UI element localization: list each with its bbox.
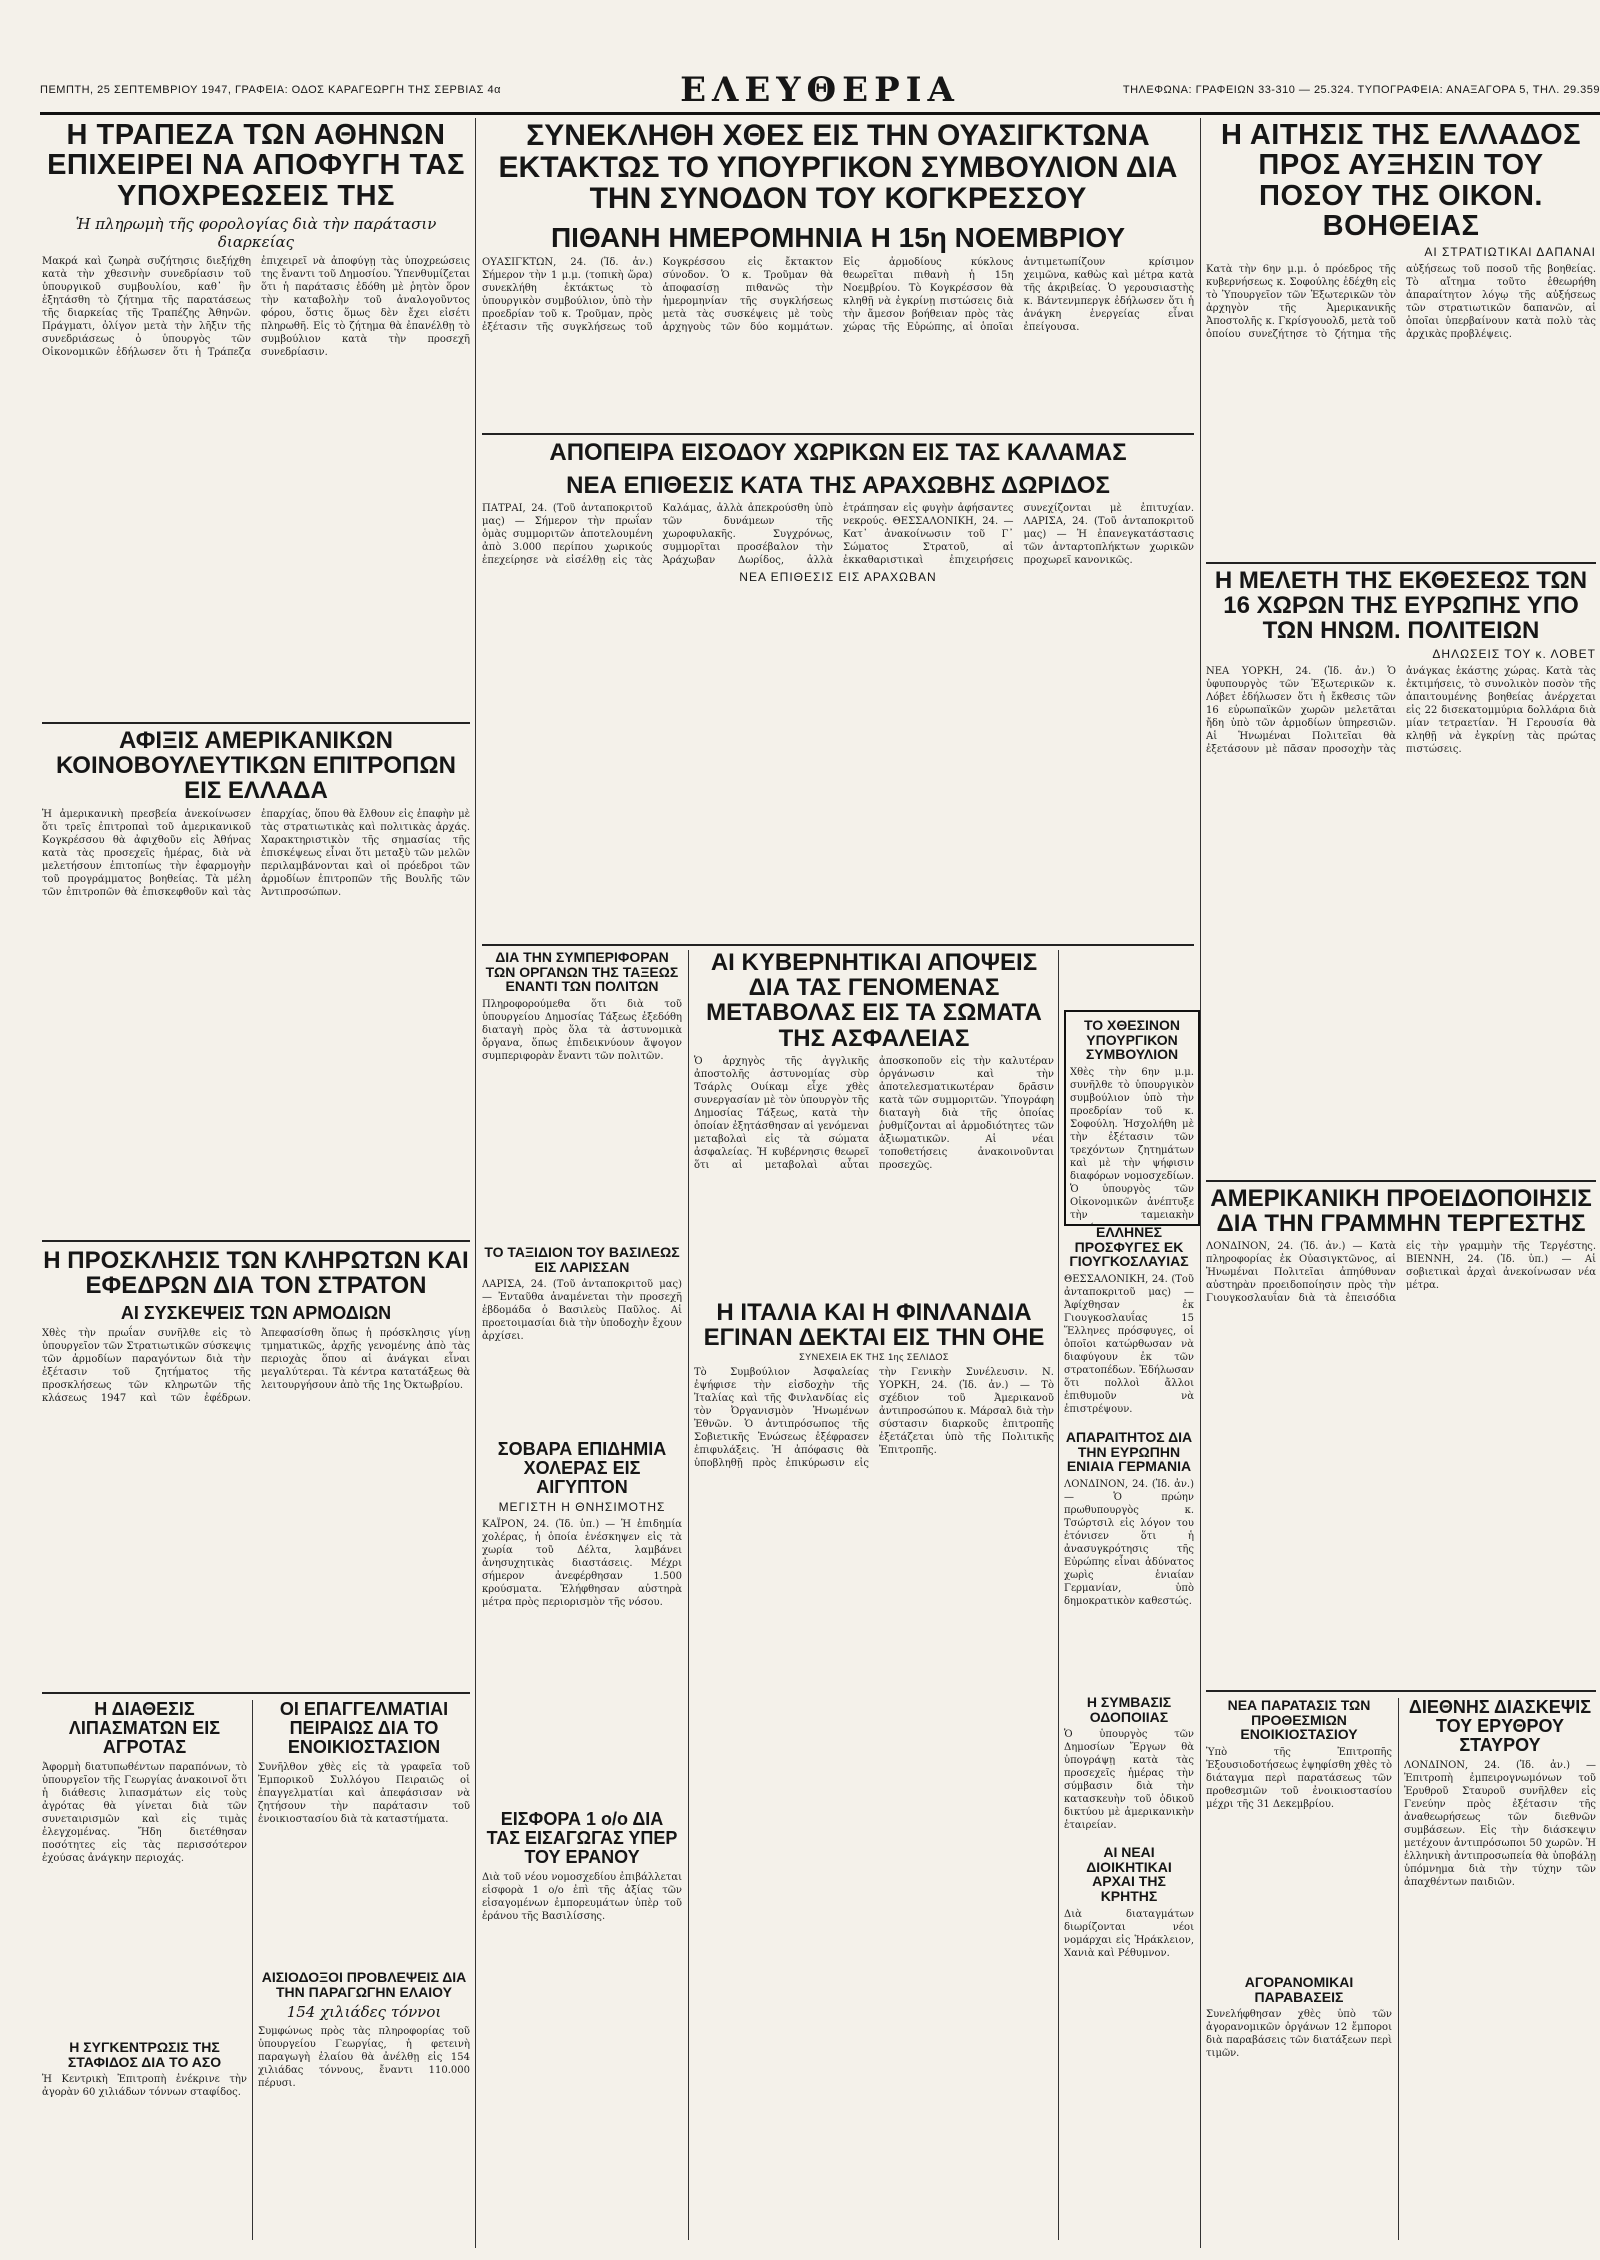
article-body: ΛΟΝΔΙΝΟΝ, 24. (Ἰδ. ἀν.) — Ὁ πρώην πρωθυπουργὸς κ. Τσώρτσιλ εἰς λόγον του ἐτόνισεν ὅτι ἡ ἀνασυγκρότησις τῆς Εὐρώπης εἶναι ἀδύνατος χωρὶς ἑνιαίαν Γερμανίαν, ὑπὸ δημοκρατικὸν καθεστώς. (1064, 1479, 1194, 1608)
article-contribution (482, 1810, 682, 2240)
article-body: ΛΟΝΔΙΝΟΝ, 24. (Ἰδ. ἀν.) — Κατὰ πληροφορίας ἐκ Οὐασιγκτῶνος, αἱ Ἡνωμέναι Πολιτεῖαι ἀπηύθυναν αὐστηρὰν προειδοποίησιν πρὸς τὴν Γιουγκοσλαυΐαν διὰ τὰ ἐπεισόδια εἰς τὴν γραμμὴν τῆς Τεργέστης. ΒΙΕΝΝΗ, 24. (Ἰδ. ὑπ.) — Αἱ σοβιετικαὶ ἀρχαὶ ἀνεκοίνωσαν νέα μέτρα. (1206, 1241, 1596, 1305)
inline-heading: ΝΕΑ ΕΠΙΘΕΣΙΣ ΕΙΣ ΑΡΑΧΩΒΑΝ (739, 570, 937, 585)
column-divider (688, 950, 689, 2240)
section-rule (1206, 1690, 1596, 1692)
column-divider (1058, 950, 1059, 2240)
article-body: Ἡ ἀμερικανικὴ πρεσβεία ἀνεκοίνωσεν ὅτι τρεῖς ἐπιτροπαὶ τοῦ ἀμερικανικοῦ Κογκρέσσου θὰ ἀφιχθοῦν εἰς Ἀθήνας κατὰ τὰς προσεχεῖς ἡμέρας, διὰ νὰ μελετήσουν ἐπιτοπίως τὴν ἐφαρμογὴν τοῦ προγράμματος βοηθείας. Τὰ μέλη τῶν ἐπιτροπῶν θὰ ἐπισκεφθοῦν καὶ τὰς ἐπαρχίας, ὅπου θὰ ἔλθουν εἰς ἐπαφὴν μὲ τὰς στρατιωτικὰς καὶ πολιτικὰς ἀρχάς. Χαρακτηριστικὸν τῆς σημασίας τῆς ἐπισκέψεως εἶναι ὅτι μεταξὺ τῶν μελῶν περιλαμβάνονται καὶ οἱ πρόεδροι τῶν ἀρμοδίων ἐπιτροπῶν τῆς Βουλῆς τῶν Ἀντιπροσώπων. (42, 808, 470, 898)
article-body: Πληροφορούμεθα ὅτι διὰ τοῦ ὑπουργείου Δημοσίας Τάξεως ἐξεδόθη διαταγὴ πρὸς ὅλα τὰ ἀστυνομικὰ ὄργανα, ὅπως ἐπιδεικνύουν ἄψογον συμπεριφορὰν ἔναντι τῶν πολιτῶν. (482, 999, 682, 1063)
article-body: ΠΑΤΡΑΙ, 24. (Τοῦ ἀνταποκριτοῦ μας) — Σήμερον τὴν πρωΐαν ὁμὰς συμμοριτῶν ἀποτελουμένη ἀπὸ 3.000 περίπου χωρικούς ἐπεχείρησε νὰ εἰσέλθῃ εἰς τὰς Καλάμας, ἀλλὰ ἀπεκρούσθη ὑπὸ τῶν δυνάμεων τῆς χωροφυλακῆς. Συγχρόνως, συμμορῖται προσέβαλον τὴν Ἀράχωβαν Δωρίδος, ἀλλὰ ἐτράπησαν εἰς φυγὴν ἀφήσαντες νεκρούς. ΘΕΣΣΑΛΟΝΙΚΗ, 24. — Κατ᾽ ἀνακοίνωσιν τοῦ Γ᾽ Σώματος Στρατοῦ, αἱ ἐκκαθαριστικαὶ ἐπιχειρήσεις συνεχίζονται μὲ ἐπιτυχίαν. ΛΑΡΙΣΑ, 24. (Τοῦ ἀνταποκριτοῦ μας) — Ἡ ἐπανεγκατάστασις τῶν ἀνταρτοπλήκτων χωρικῶν προχωρεῖ κανονικῶς. (482, 503, 1194, 567)
headline: Η ΙΤΑΛΙΑ ΚΑΙ Η ΦΙΝΛΑΝΔΙΑ ΕΓΙΝΑΝ ΔΕΚΤΑΙ ΕΙΣ ΤΗΝ ΟΗΕ (703, 1300, 1045, 1352)
headline: ΝΕΑ ΠΑΡΑΤΑΣΙΣ ΤΩΝ ΠΡΟΘΕΣΜΙΩΝ ΕΝΟΙΚΙΟΣΤΑΣΙΟΥ (1227, 1698, 1371, 1743)
article-congress-committees (42, 728, 470, 1238)
article-body: ΛΑΡΙΣΑ, 24. (Τοῦ ἀνταποκριτοῦ μας) — Ἐνταῦθα ἀναμένεται τὴν προσεχῆ ἑβδομάδα ὁ Βασιλεὺς Παῦλος. Αἱ προετοιμασίαι διὰ τὴν ὑποδοχὴν ἔχουν ἀρχίσει. (482, 1279, 682, 1343)
section-rule (482, 433, 1194, 435)
headline: Η ΔΙΑΘΕΣΙΣ ΛΙΠΑΣΜΑΤΩΝ ΕΙΣ ΑΓΡΟΤΑΣ (68, 1700, 221, 1757)
headline: Η ΜΕΛΕΤΗ ΤΗΣ ΕΚΘΕΣΕΩΣ ΤΩΝ 16 ΧΩΡΩΝ ΤΗΣ ΕΥΡΩΠΗΣ ΥΠΟ ΤΩΝ ΗΝΩΜ. ΠΟΛΙΤΕΙΩΝ (1214, 568, 1588, 645)
article-conscripts (42, 1248, 470, 1688)
headline: ΤΟ ΤΑΞΙΔΙΟΝ ΤΟΥ ΒΑΣΙΛΕΩΣ ΕΙΣ ΛΑΡΙΣΣΑΝ (484, 1245, 680, 1275)
article-italy-finland (694, 1300, 1054, 2240)
article-king-tour (482, 1245, 682, 1435)
headline: Η ΠΡΟΣΚΛΗΣΙΣ ΤΩΝ ΚΛΗΡΩΤΩΝ ΚΑΙ ΕΦΕΔΡΩΝ ΔΙΑ ΤΟΝ ΣΤΡΑΤΟΝ (43, 1248, 469, 1300)
article-crete (1064, 1845, 1194, 2240)
headline: Η ΑΙΤΗΣΙΣ ΤΗΣ ΕΛΛΑΔΟΣ ΠΡΟΣ ΑΥΞΗΣΙΝ ΤΟΥ ΠΟΣΟΥ ΤΗΣ ΟΙΚΟΝ. ΒΟΗΘΕΙΑΣ (1220, 120, 1582, 243)
article-road (1064, 1695, 1194, 1840)
deck: ΑΙ ΣΥΣΚΕΨΕΙΣ ΤΩΝ ΑΡΜΟΔΙΩΝ (120, 1303, 392, 1324)
subheadline: 154 χιλιάδες τόννοι (286, 2003, 442, 2022)
newspaper-title: ΕΛΕΥΘΕΡΙΑ (680, 70, 960, 110)
article-sultana (42, 2040, 247, 2240)
headline: ΑΠΟΠΕΙΡΑ ΕΙΣΟΔΟΥ ΧΩΡΙΚΩΝ ΕΙΣ ΤΑΣ ΚΑΛΑΜΑΣ (549, 440, 1127, 466)
headline: ΑΙΣΙΟΔΟΞΟΙ ΠΡΟΒΛΕΨΕΙΣ ΔΙΑ ΤΗΝ ΠΑΡΑΓΩΓΗΝ ΕΛΑΙΟΥ (261, 1970, 467, 2000)
article-body: Διὰ διαταγμάτων διωρίζονται νέοι νομάρχαι εἰς Ἡράκλειον, Χανιὰ καὶ Ρέθυμνον. (1064, 1908, 1194, 1959)
article-bank (42, 120, 470, 720)
headline: Η ΤΡΑΠΕΖΑ ΤΩΝ ΑΘΗΝΩΝ ΕΠΙΧΕΙΡΕΙ ΝΑ ΑΠΟΦΥΓΗ ΤΑΣ ΥΠΟΧΡΕΩΣΕΙΣ ΤΗΣ (47, 120, 465, 212)
article-cholera (482, 1440, 682, 1800)
continued-label: ΣΥΝΕΧΕΙΑ ΕΚ ΤΗΣ 1ης ΣΕΛΙΔΟΣ (799, 1352, 949, 1363)
article-germany (1064, 1430, 1194, 1690)
article-cabinet-washington (482, 120, 1194, 430)
headline: Η ΣΥΜΒΑΣΙΣ ΟΔΟΠΟΙΙΑΣ (1086, 1695, 1172, 1725)
article-kalamas (482, 440, 1194, 940)
headline: ΔΙΑ ΤΗΝ ΣΥΜΠΕΡΙΦΟΡΑΝ ΤΩΝ ΟΡΓΑΝΩΝ ΤΗΣ ΤΑΞΕΩΣ ΕΝΑΝΤΙ ΤΩΝ ΠΟΛΙΤΩΝ (485, 950, 679, 995)
article-piraeus (258, 1700, 470, 1960)
article-european-report (1206, 568, 1596, 1178)
article-yesterday-cabinet (1064, 1010, 1200, 1226)
section-rule (1206, 562, 1596, 564)
article-body: Συνῆλθον χθὲς εἰς τὰ γραφεῖα τοῦ Ἐμπορικοῦ Συλλόγου Πειραιῶς οἱ ἐπαγγελματίαι καὶ ἀπεφάσισαν νὰ ζητήσουν τὴν παράτασιν τοῦ ἐνοικιοστασίου διὰ τὰ καταστήματα. (258, 1761, 470, 1825)
article-body: Συμφώνως πρὸς τὰς πληροφορίας τοῦ ὑπουργείου Γεωργίας, ἡ φετεινὴ παραγωγὴ ἐλαίου θὰ ἀνέλθῃ εἰς 154 χιλιάδας τόννους, ἔναντι 110.000 πέρυσι. (258, 2026, 470, 2090)
article-body: Μακρά καὶ ζωηρὰ συζήτησις διεξήχθη κατὰ τὴν χθεσινὴν συνεδρίασιν τοῦ ὑπουργικοῦ συμβουλίου, καθ᾽ ἣν ἐξητάσθη τὸ ζήτημα τῆς παρατάσεως τῆς διαρκείας τῆς Τραπέζης Ἀθηνῶν. Πράγματι, ὀλίγον μετὰ τὴν λῆξιν τῆς συνεδριάσεως ὁ ὑπουργὸς τῶν Οἰκονομικῶν ἐδήλωσεν ὅτι ἡ Τράπεζα ἐπιχειρεῖ νὰ ἀποφύγῃ τὰς ὑποχρεώσεις της ἔναντι τοῦ Δημοσίου. Ὑπενθυμίζεται ὅτι ἡ παράτασις ἐδόθη μὲ ῥητὸν ὅρον τὴν καταβολὴν τοῦ ἀναλογοῦντος φόρου, ὅστις ὅμως δὲν ἔχει εἰσέτι πληρωθῆ. Εἰς τὸ ζήτημα θὰ ἐπανέλθῃ τὸ συμβούλιον κατὰ τὴν προσεχῆ συνεδρίασιν. (42, 256, 470, 359)
column-divider (475, 118, 476, 2248)
headline: Η ΣΥΓΚΕΝΤΡΩΣΙΣ ΤΗΣ ΣΤΑΦΙΔΟΣ ΔΙΑ ΤΟ ΑΣΟ (67, 2040, 222, 2070)
headline: ΑΓΟΡΑΝΟΜΙΚΑΙ ΠΑΡΑΒΑΣΕΙΣ (1244, 1975, 1354, 2005)
headline: ΑΦΙΞΙΣ ΑΜΕΡΙΚΑΝΙΚΩΝ ΚΟΙΝΟΒΟΥΛΕΥΤΙΚΩΝ ΕΠΙΤΡΟΠΩΝ ΕΙΣ ΕΛΛΑΔΑ (56, 728, 456, 805)
article-body: ΟΥΑΣΙΓΚΤΩΝ, 24. (Ἰδ. ἀν.) Σήμερον τὴν 1 μ.μ. (τοπικὴ ὥρα) συνεκλήθη ἐκτάκτως τὸ ὑπουργικὸν συμβούλιον, ὑπὸ τὴν προεδρίαν τοῦ κ. Τροῦμαν, πρὸς ἐξέτασιν τῆς συγκλήσεως τοῦ Κογκρέσσου εἰς ἔκτακτον σύνοδον. Ὁ κ. Τροῦμαν θὰ ἀποφασίσῃ πιθανῶς τὴν ἡμερομηνίαν τῆς συγκλήσεως μετὰ τὰς συσκέψεις μὲ τοὺς ἀρχηγοὺς τῶν δύο κομμάτων. Εἰς ἀρμοδίους κύκλους θεωρεῖται πιθανὴ ἡ 15η Νοεμβρίου. Τὸ Κογκρέσσον θὰ κληθῇ νὰ ἐγκρίνῃ πιστώσεις διὰ τὴν ἄμεσον βοήθειαν πρὸς τὰς χώρας τῆς Εὐρώπης, αἱ ὁποῖαι ἀντιμετωπίζουν κρίσιμον χειμῶνα, καθὼς καὶ μέτρα κατὰ τῆς ἀκριβείας. Ὁ γερουσιαστὴς κ. Βάντενμπεργκ ἐδήλωσεν ὅτι ἡ ἀνάγκη ἐνεργείας εἶναι ἐπείγουσα. (482, 256, 1194, 333)
column-divider (1398, 1698, 1399, 2240)
article-body: Ὁ ὑπουργὸς τῶν Δημοσίων Ἔργων θὰ ὑπογράψῃ κατὰ τὰς προσεχεῖς ἡμέρας τὴν σύμβασιν διὰ τὴν κατασκευὴν τοῦ ὁδικοῦ δικτύου μὲ ἀμερικανικὴν ἑταιρείαν. (1064, 1729, 1194, 1832)
article-body: Ἀφορμὴ διατυπωθέντων παραπόνων, τὸ ὑπουργεῖον τῆς Γεωργίας ἀνακοινοῖ ὅτι ἡ διάθεσις λιπασμάτων εἰς τοὺς ἀγρότας θὰ γίνεται διὰ τῶν συνεταιρισμῶν καὶ εἰς τιμὰς ἐλεγχομένας. Ἤδη διετέθησαν ποσότητες εἰς τὰς περισσότερον ἐχούσας ἀνάγκην περιοχάς. (42, 1761, 247, 1864)
article-body: Ὑπὸ τῆς Ἐπιτροπῆς Ἐξουσιοδοτήσεως ἐψηφίσθη χθὲς τὸ διάταγμα περὶ παρατάσεως τῶν προθεσμιῶν τοῦ ἐνοικιοστασίου μέχρι τῆς 31 Δεκεμβρίου. (1206, 1747, 1392, 1811)
headline: ΕΙΣΦΟΡΑ 1 ο/ο ΔΙΑ ΤΑΣ ΕΙΣΑΓΩΓΑΣ ΥΠΕΡ ΤΟΥ ΕΡΑΝΟΥ (486, 1810, 678, 1867)
section-rule (482, 944, 1194, 946)
deck: ΠΙΘΑΝΗ ΗΜΕΡΟΜΗΝΙΑ Η 15η ΝΟΕΜΒΡΙΟΥ (550, 221, 1126, 253)
article-body: ΝΕΑ ΥΟΡΚΗ, 24. (Ἰδ. ἀν.) Ὁ ὑφυπουργὸς τῶν Ἐξωτερικῶν κ. Λόβετ ἐδήλωσεν ὅτι ἡ ἔκθεσις τῶν 16 εὐρωπαϊκῶν χωρῶν μελετᾶται ἤδη ὑπὸ τῶν ἁρμοδίων ὑπηρεσιῶν. Αἱ Ἡνωμέναι Πολιτεῖαι θὰ ἐξετάσουν μὲ πᾶσαν προσοχὴν τὰς ἀνάγκας ἑκάστης χώρας. Κατὰ τὰς ἐκτιμήσεις, τὸ συνολικὸν ποσὸν τῆς ἀπαιτουμένης βοηθείας ἀνέρχεται εἰς 22 δισεκατομμύρια δολλάρια διὰ μίαν τετραετίαν. Ἡ Γερουσία θὰ κληθῇ νὰ ἐγκρίνῃ τὰς πρώτας πιστώσεις. (1206, 665, 1596, 755)
headline: ΕΛΛΗΝΕΣ ΠΡΟΣΦΥΓΕΣ ΕΚ ΓΙΟΥΓΚΟΣΛΑΥΙΑΣ (1069, 1225, 1189, 1270)
article-body: Ὁ ἀρχηγὸς τῆς ἀγγλικῆς ἀποστολῆς ἀστυνομίας σὺρ Τσάρλς Ουίκαμ εἶχε χθὲς συνεργασίαν μὲ τὸν ὑπουργὸν τῆς Δημοσίας Τάξεως, κατὰ τὴν ὁποίαν ἐξητάσθησαν αἱ γενόμεναι μεταβολαὶ εἰς τὰ σώματα ἀσφαλείας. Ἡ κυβέρνησις θεωρεῖ ὅτι αἱ μεταβολαὶ αὗται ἀποσκοποῦν εἰς τὴν καλυτέραν ὀργάνωσιν καὶ τὴν ἀποτελεσματικωτέραν δρᾶσιν κατὰ τῶν συμμοριτῶν. Ὑπογράφη διαταγὴ διὰ τῆς ὁποίας ῥυθμίζονται αἱ ἁρμοδιότητες τῶν ἀξιωματικῶν. Αἱ νέαι τοποθετήσεις ἀνακοινοῦνται προσεχῶς. (694, 1055, 1054, 1171)
headline: ΣΟΒΑΡΑ ΕΠΙΔΗΜΙΑ ΧΟΛΕΡΑΣ ΕΙΣ ΑΙΓΥΠΤΟΝ (497, 1440, 667, 1497)
subheadline: ΜΕΓΙΣΤΗ Η ΘΝΗΣΙΜΟΤΗΣ (498, 1499, 666, 1514)
section-rule (1206, 1180, 1596, 1182)
section-rule (42, 1240, 470, 1242)
section-rule (42, 1692, 470, 1694)
headline: ΑΙ ΚΥΒΕΡΝΗΤΙΚΑΙ ΑΠΟΨΕΙΣ ΔΙΑ ΤΑΣ ΓΕΝΟΜΕΝΑΣ ΜΕΤΑΒΟΛΑΣ ΕΙΣ ΤΑ ΣΩΜΑΤΑ ΤΗΣ ΑΣΦΑΛΕΙΑΣ (706, 950, 1042, 1052)
masthead-phones: ΤΗΛΕΦΩΝΑ: ΓΡΑΦΕΙΩΝ 33-310 — 25.324. ΤΥΠΟΓΡΑΦΕΙΑ: ΑΝΑΞΑΓΟΡΑ 5, ΤΗΛ. 29.359 (1122, 84, 1600, 96)
article-body: Τὸ Συμβούλιον Ἀσφαλείας ἐψήφισε τὴν εἰσδοχὴν τῆς Ἰταλίας καὶ τῆς Φινλανδίας εἰς τὸν Ὀργανισμὸν Ἡνωμένων Ἐθνῶν. Ὁ ἀντιπρόσωπος τῆς Σοβιετικῆς Ἑνώσεως ἐξέφρασεν ἐπιφυλάξεις. Ἡ ἀπόφασις θὰ ὑποβληθῇ πρὸς ἐπικύρωσιν εἰς τὴν Γενικὴν Συνέλευσιν. Ν. ΥΟΡΚΗ, 24. (Ἰδ. ἀν.) — Τὸ σχέδιον τοῦ Ἀμερικανοῦ ἀντιπροσώπου κ. Μάρσαλ διὰ τὴν σύστασιν διαρκοῦς ἐπιτροπῆς ἐξετάζεται ὑπὸ τῆς Πολιτικῆς Ἐπιτροπῆς. (694, 1367, 1054, 1470)
article-refugees (1064, 1225, 1194, 1425)
headline: ΑΠΑΡΑΙΤΗΤΟΣ ΔΙΑ ΤΗΝ ΕΥΡΩΠΗΝ ΕΝΙΑΙΑ ΓΕΡΜΑΝΙΑ (1065, 1430, 1193, 1475)
headline: ΑΜΕΡΙΚΑΝΙΚΗ ΠΡΟΕΙΔΟΠΟΙΗΣΙΣ ΔΙΑ ΤΗΝ ΓΡΑΜΜΗΝ ΤΕΡΓΕΣΤΗΣ (1210, 1186, 1592, 1238)
article-aid-increase (1206, 120, 1596, 560)
headline: ΣΥΝΕΚΛΗΘΗ ΧΘΕΣ ΕΙΣ ΤΗΝ ΟΥΑΣΙΓΚΤΩΝΑ ΕΚΤΑΚΤΩΣ ΤΟ ΥΠΟΥΡΓΙΚΟΝ ΣΥΜΒΟΥΛΙΟΝ ΔΙΑ ΤΗΝ ΣΥΝΟΔΟΝ ΤΟΥ ΚΟΓΚΡΕΣΣΟΥ (498, 120, 1178, 215)
article-market-violations (1206, 1975, 1392, 2240)
article-police-conduct (482, 950, 682, 1240)
article-body: ΘΕΣΣΑΛΟΝΙΚΗ, 24. (Τοῦ ἀνταποκριτοῦ μας) — Ἀφίχθησαν ἐκ Γιουγκοσλαυΐας 15 Ἕλληνες πρόσφυγες, οἱ ὁποῖοι κατώρθωσαν νὰ διαφύγουν ἐκ τῶν στρατοπέδων. Ἐδήλωσαν ὅτι πολλοὶ ἄλλοι ἐπιθυμοῦν νὰ ἐπιστρέψουν. (1064, 1274, 1194, 1416)
headline: ΤΟ ΧΘΕΣΙΝΟΝ ΥΠΟΥΡΓΙΚΟΝ ΣΥΜΒΟΥΛΙΟΝ (1083, 1017, 1181, 1063)
article-rent-extension (1206, 1698, 1392, 1968)
article-body: ΛΟΝΔΙΝΟΝ, 24. (Ἰδ. ἀν.) — Ἐπιτροπὴ ἐμπειρογνωμόνων τοῦ Ἐρυθροῦ Σταυροῦ συνῆλθεν εἰς Γενεύην πρὸς ἐξέτασιν τῆς ἀναθεωρήσεως τῶν διεθνῶν συμβάσεων. Εἰς τὴν διάσκεψιν μετέχουν ἀντιπρόσωποι 50 χωρῶν. Ἡ ἑλληνικὴ ἀντιπροσωπεία θὰ ὑποβάλῃ ὑπόμνημα διὰ τὴν τύχην τῶν ἀπαχθέντων παιδιῶν. (1404, 1759, 1596, 1888)
headline: ΟΙ ΕΠΑΓΓΕΛΜΑΤΙΑΙ ΠΕΙΡΑΙΩΣ ΔΙΑ ΤΟ ΕΝΟΙΚΙΟΣΤΑΣΙΟΝ (279, 1700, 449, 1757)
headline: ΔΙΕΘΝΗΣ ΔΙΑΣΚΕΨΙΣ ΤΟΥ ΕΡΥΘΡΟΥ ΣΤΑΥΡΟΥ (1408, 1698, 1592, 1755)
column-divider (1200, 118, 1201, 2248)
article-red-cross (1404, 1698, 1596, 2240)
masthead-date-address: ΠΕΜΠΤΗ, 25 ΣΕΠΤΕΜΒΡΙΟΥ 1947, ΓΡΑΦΕΙΑ: ΟΔΟΣ ΚΑΡΑΓΕΩΡΓΗ ΤΗΣ ΣΕΡΒΙΑΣ 4α (40, 84, 501, 96)
article-body: Κατὰ τὴν 6ην μ.μ. ὁ πρόεδρος τῆς κυβερνήσεως κ. Σοφούλης ἐδέχθη εἰς τὸ Ὑπουργεῖον τῶν Ἐξωτερικῶν τὸν ἀρχηγὸν τῆς Ἀμερικανικῆς Ἀποστολῆς κ. Γκρίσγουολδ, μετὰ τοῦ ὁποίου συνεζήτησε τὸ ζήτημα τῆς αὐξήσεως τοῦ ποσοῦ τῆς βοηθείας. Τὸ αἴτημα τοῦτο ἐθεωρήθη ἀπαραίτητον λόγῳ τῆς αὐξήσεως τῶν στρατιωτικῶν δαπανῶν, αἱ ὁποῖαι ὑπερβαίνουν κατὰ πολὺ τὰς ἀρχικὰς προβλέψεις. (1206, 263, 1596, 340)
article-trieste (1206, 1186, 1596, 1686)
masthead (40, 70, 1600, 110)
deck: ΝΕΑ ΕΠΙΘΕΣΙΣ ΚΑΤΑ ΤΗΣ ΑΡΑΧΩΒΗΣ ΔΩΡΙΔΟΣ (566, 472, 1110, 500)
article-body: Χθὲς τὴν 6ην μ.μ. συνῆλθε τὸ ὑπουργικὸν συμβούλιον ὑπὸ τὴν προεδρίαν τοῦ κ. Σοφούλη. Ἠσχολήθη μὲ τὴν ἐξέτασιν τῶν τρεχόντων ζητημάτων καὶ μὲ τὴν ψήφισιν διαφόρων νομοσχεδίων. Ὁ ὑπουργὸς τῶν Οἰκονομικῶν ἀνέπτυξε τὴν ταμειακὴν (1070, 1067, 1194, 1222)
article-body: Συνελήφθησαν χθὲς ὑπὸ τῶν ἀγορανομικῶν ὀργάνων 12 ἔμποροι διὰ παραβάσεις τῶν διατάξεων περὶ τιμῶν. (1206, 2009, 1392, 2060)
article-fertilizers (42, 1700, 247, 2030)
column-divider (252, 1700, 253, 2240)
subheadline: Ἡ πληρωμὴ τῆς φορολογίας διὰ τὴν παράτασιν διαρκείας (75, 215, 437, 252)
article-body: ΚΑΪΡΟΝ, 24. (Ἰδ. ὑπ.) — Ἡ ἐπιδημία χολέρας, ἡ ὁποία ἐνέσκηψεν εἰς τὰ χωρία τοῦ Δέλτα, λαμβάνει ἀνησυχητικὰς διαστάσεις. Μέχρι σήμερον ἀνεφέρθησαν 1.500 κρούσματα. Ἐλήφθησαν αὐστηρὰ μέτρα πρὸς περιορισμὸν τῆς νόσου. (482, 1518, 682, 1608)
article-body: Ἡ Κεντρικὴ Ἐπιτροπὴ ἐνέκρινε τὴν ἀγορὰν 60 χιλιάδων τόννων σταφίδος. (42, 2074, 247, 2099)
headline: ΑΙ ΝΕΑΙ ΔΙΟΙΚΗΤΙΚΑΙ ΑΡΧΑΙ ΤΗΣ ΚΡΗΤΗΣ (1086, 1845, 1172, 1905)
subheadline: ΔΗΛΩΣΕΙΣ ΤΟΥ κ. ΛΟΒΕΤ (1432, 646, 1596, 661)
subheadline: ΑΙ ΣΤΡΑΤΙΩΤΙΚΑΙ ΔΑΠΑΝΑΙ (1424, 244, 1596, 259)
masthead-rule (40, 112, 1600, 115)
article-body: Χθὲς τὴν πρωΐαν συνῆλθε εἰς τὸ ὑπουργεῖον τῶν Στρατιωτικῶν σύσκεψις τῶν ἀρμοδίων παραγόντων διὰ τὴν ἐξέτασιν τοῦ ζητήματος τῆς προσκλήσεως τῶν κληρωτῶν τῆς κλάσεως 1947 καὶ τῶν ἐφέδρων. Ἀπεφασίσθη ὅπως ἡ πρόσκλησις γίνῃ τμηματικῶς, ἀρχῆς γενομένης ἀπὸ τὰς περιοχὰς ὅπου αἱ ἀνάγκαι εἶναι μεγαλύτεραι. Τὰ κέντρα κατατάξεως θὰ λειτουργήσουν ἀπὸ τῆς 1ης Ὀκτωβρίου. (42, 1328, 470, 1405)
section-rule (42, 722, 470, 724)
article-security-changes (694, 950, 1054, 1290)
article-oil (258, 1970, 470, 2240)
article-body: Διὰ τοῦ νέου νομοσχεδίου ἐπιβάλλεται εἰσφορὰ 1 ο/ο ἐπὶ τῆς ἀξίας τῶν εἰσαγομένων ἐμπορευμάτων ὑπὲρ τοῦ ἐράνου τῆς Βασιλίσσης. (482, 1871, 682, 1922)
